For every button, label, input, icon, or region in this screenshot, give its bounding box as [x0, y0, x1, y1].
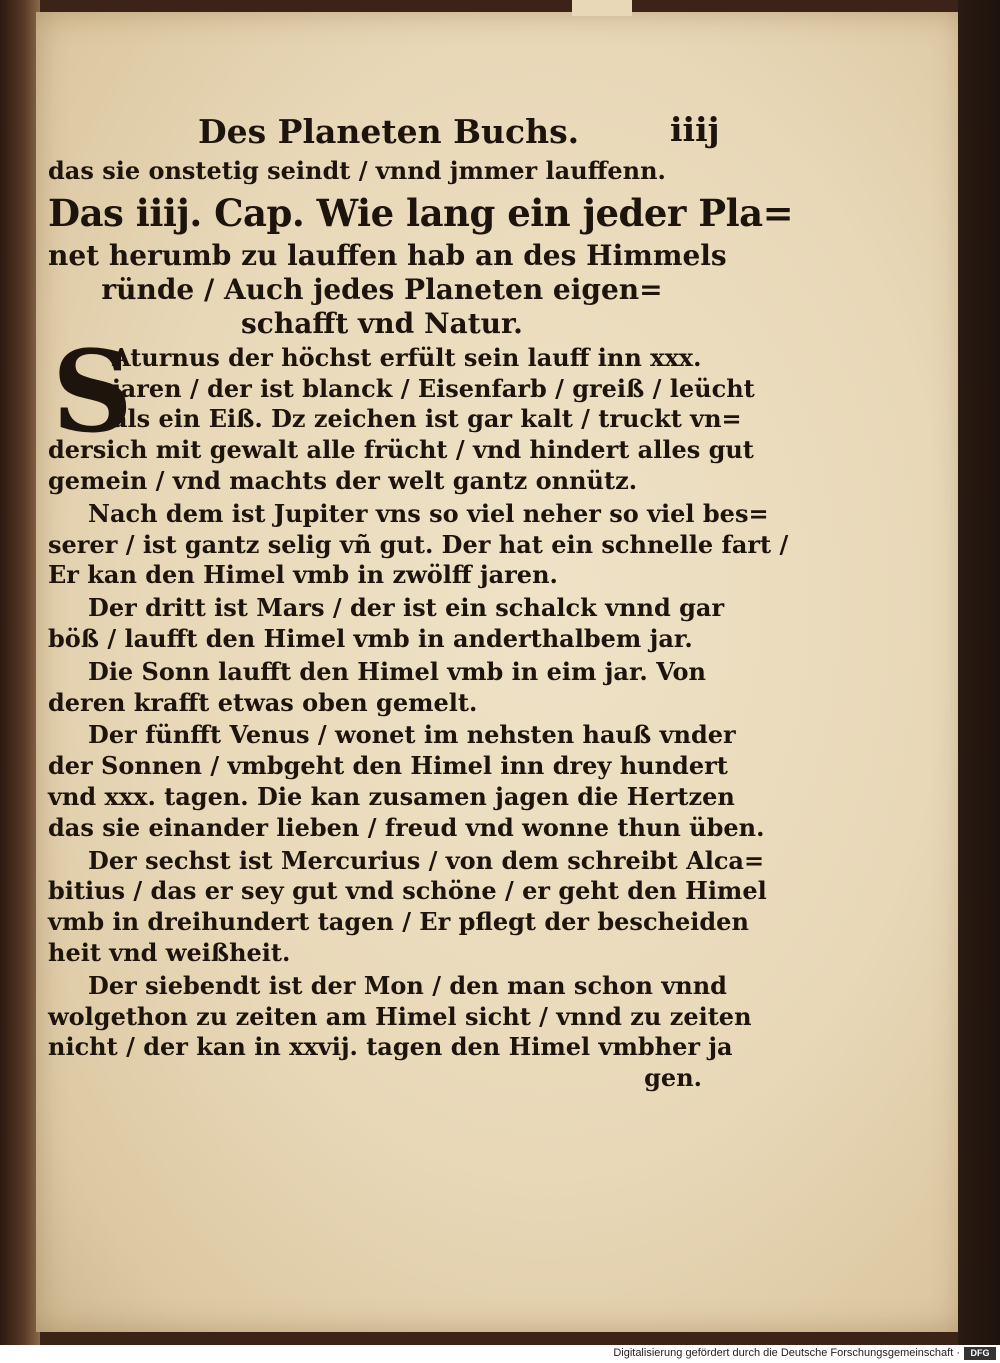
opening-line: das sie onstetig seindt / vnnd jmmer lauffenn. [48, 156, 666, 185]
text-line: deren krafft etwas oben gemelt. [48, 687, 478, 717]
text-line: Er kan den Himel vmb in zwölff jaren. [48, 560, 558, 590]
text-line: das sie einander lieben / freud vnd wonne thun üben. [48, 812, 765, 842]
text-line: Der fünfft Venus / wonet im nehsten hauß vnder [88, 720, 736, 750]
catchword: gen. [644, 1063, 702, 1093]
text-line: vnd xxx. tagen. Die kan zusamen jagen die Hertzen [48, 781, 735, 811]
text-line: böß / laufft den Himel vmb in anderthalbem jar. [48, 623, 693, 653]
text-line: nicht / der kan in xxvij. tagen den Himel vmbher ja [48, 1032, 733, 1062]
paragraph-mercury [48, 845, 767, 969]
text-line: der Sonnen / vmbgeht den Himel inn drey hundert [48, 751, 728, 781]
text-line: wolgethon zu zeiten am Himel sicht / vnnd zu zeiten [48, 1001, 752, 1031]
chapter-title-line: net herumb zu lauffen hab an des Himmels [48, 238, 727, 272]
dfg-logo: DFG [964, 1347, 996, 1360]
text-line: serer / ist gantz selig vñ gut. Der hat ein schnelle fart / [48, 529, 789, 559]
text-line: jaren / der ist blanck / Eisenfarb / greiß / leücht [112, 373, 755, 403]
text-line: Nach dem ist Jupiter vns so viel neher so viel bes= [88, 498, 769, 528]
text-line: Der sechst ist Mercurius / von dem schreibt Alca= [88, 845, 765, 875]
chapter-title-line: Das iiij. Cap. Wie lang ein jeder Pla= [48, 190, 794, 235]
right-gutter [958, 0, 1000, 1345]
page-text [48, 104, 794, 1096]
paragraph-saturn [48, 326, 755, 497]
left-page-edge [0, 0, 40, 1345]
paragraph-mars [48, 593, 725, 655]
paragraph-moon [48, 970, 752, 1094]
chapter-heading [48, 187, 794, 341]
text-line: bitius / das er sey gut vnd schöne / er geht den Himel [48, 876, 767, 906]
text-line: gemein / vnd machts der welt gantz onnütz. [48, 465, 638, 495]
text-line: dersich mit gewalt alle frücht / vnd hindert alles gut [48, 435, 754, 465]
text-line: Die Sonn laufft den Himel vmb in eim jar. Von [88, 656, 706, 686]
digitization-footer [0, 1345, 1000, 1363]
paragraph-venus [48, 720, 765, 843]
text-line: heit vnd weißheit. [48, 937, 291, 967]
dfg-credit-text: Digitalisierung gefördert durch die Deutsche Forschungsgemeinschaft · [613, 1347, 960, 1359]
text-line: vmb in dreihundert tagen / Er pflegt der bescheiden [48, 907, 749, 937]
paper-tab [572, 0, 632, 16]
dropcap-letter: S [52, 326, 133, 458]
paragraph-sun [48, 657, 716, 719]
chapter-title-line: ründe / Auch jedes Planeten eigen= [101, 272, 663, 306]
folio-number: iiij [670, 110, 720, 149]
text-line: Aturnus der höchst erfült sein lauff inn xxx. [112, 342, 702, 372]
chapter-title-line: schafft vnd Natur. [241, 306, 523, 340]
running-head: Des Planeten Buchs. [198, 112, 580, 151]
paragraph-jupiter [48, 498, 789, 591]
page-header [48, 104, 720, 156]
text-line: als ein Eiß. Dz zeichen ist gar kalt / truckt vn= [112, 404, 742, 434]
text-line: Der siebendt ist der Mon / den man schon vnnd [88, 970, 727, 1000]
text-line: Der dritt ist Mars / der ist ein schalck vnnd gar [88, 593, 725, 623]
